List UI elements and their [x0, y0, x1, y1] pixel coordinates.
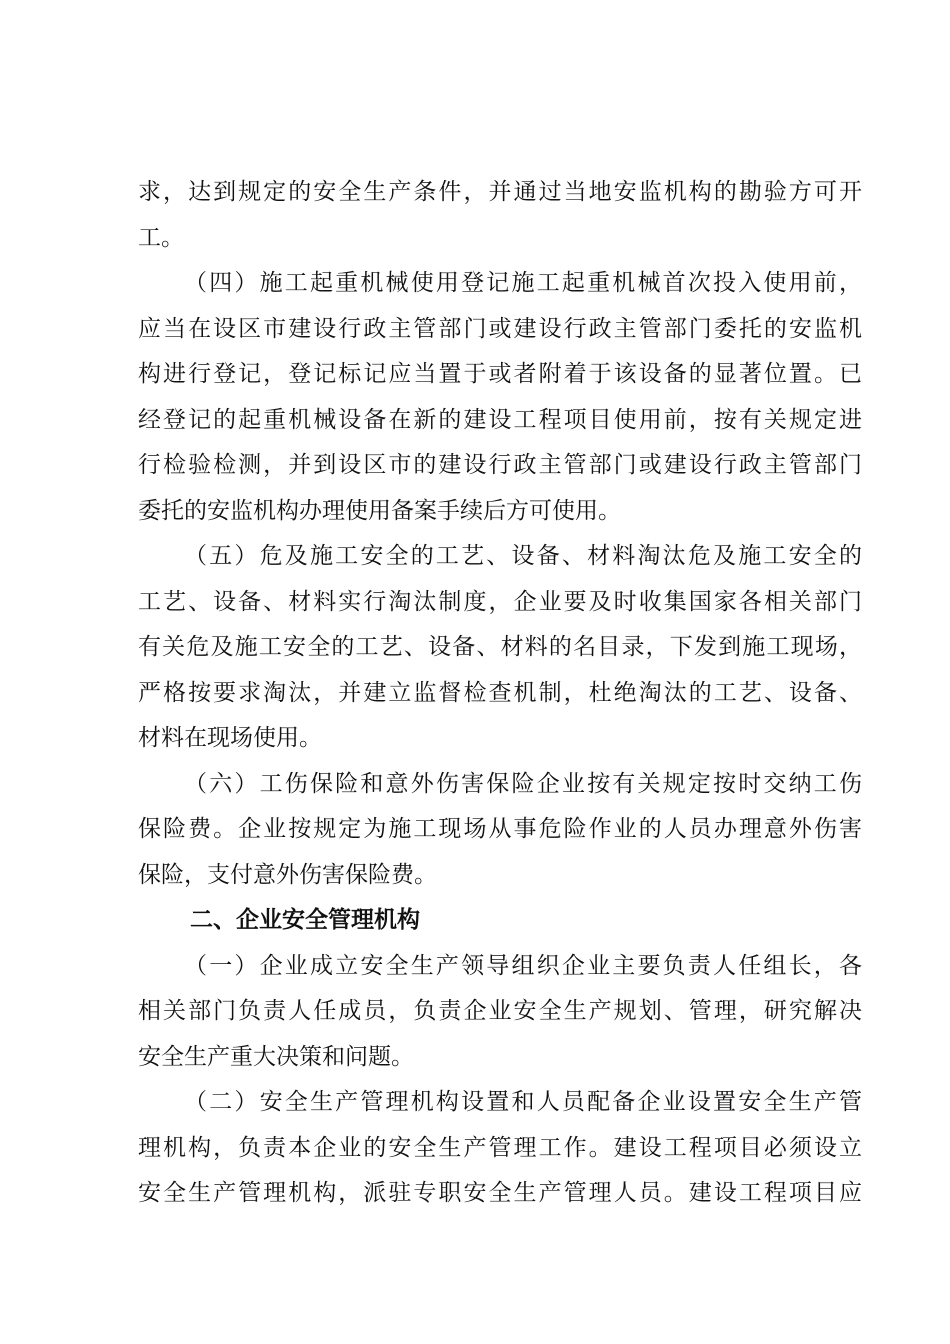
text-line: 有关危及施工安全的工艺、设备、材料的名目录，下发到施工现场， [138, 634, 862, 660]
text-line: 工艺、设备、材料实行淘汰制度，企业要及时收集国家各相关部门 [138, 588, 862, 615]
document-body [138, 170, 862, 1217]
text-line: 行检验检测，并到设区市的建设行政主管部门或建设行政主管部门 [138, 452, 862, 478]
text-line: （一）企业成立安全生产领导组织企业主要负责人任组长，各 [184, 952, 862, 979]
paragraph-leadership-group [138, 944, 862, 1081]
section-heading-text: 二、企业安全管理机构 [190, 907, 420, 933]
text-line: 经登记的起重机械设备在新的建设工程项目使用前，按有关规定进 [138, 406, 862, 433]
text-line: 材料在现场使用。 [138, 725, 322, 751]
paragraph-insurance [138, 762, 862, 899]
text-line: 工。 [138, 224, 184, 251]
text-line: 理机构，负责本企业的安全生产管理工作。建设工程项目必须设立 [138, 1134, 862, 1161]
text-line: （四）施工起重机械使用登记施工起重机械首次投入使用前， [184, 270, 862, 296]
text-line: 委托的安监机构办理使用备案手续后方可使用。 [138, 497, 621, 524]
text-line: 保险费。企业按规定为施工现场从事危险作业的人员办理意外伤害 [138, 816, 862, 842]
text-line: 应当在设区市建设行政主管部门或建设行政主管部门委托的安监机 [138, 315, 862, 342]
text-line: 安全生产重大决策和问题。 [138, 1043, 414, 1070]
paragraph-continuation [138, 170, 862, 261]
text-line: 保险，支付意外伤害保险费。 [138, 861, 437, 888]
text-line: 严格按要求淘汰，并建立监督检查机制，杜绝淘汰的工艺、设备、 [138, 679, 862, 706]
text-line: 求，达到规定的安全生产条件，并通过当地安监机构的勘验方可开 [138, 179, 862, 205]
section-heading [138, 898, 862, 944]
text-line: （六）工伤保险和意外伤害保险企业按有关规定按时交纳工伤 [184, 770, 862, 797]
paragraph-eliminated-processes [138, 534, 862, 762]
text-line: 构进行登记，登记标记应当置于或者附着于该设备的显著位置。已 [138, 361, 862, 387]
text-line: 安全生产管理机构，派驻专职安全生产管理人员。建设工程项目应 [138, 1180, 862, 1206]
paragraph-crane-registration [138, 261, 862, 534]
text-line: （五）危及施工安全的工艺、设备、材料淘汰危及施工安全的 [184, 543, 862, 569]
text-line: （二）安全生产管理机构设置和人员配备企业设置安全生产管 [184, 1089, 862, 1115]
paragraph-management-structure [138, 1080, 862, 1217]
text-line: 相关部门负责人任成员，负责企业安全生产规划、管理，研究解决 [138, 998, 862, 1024]
